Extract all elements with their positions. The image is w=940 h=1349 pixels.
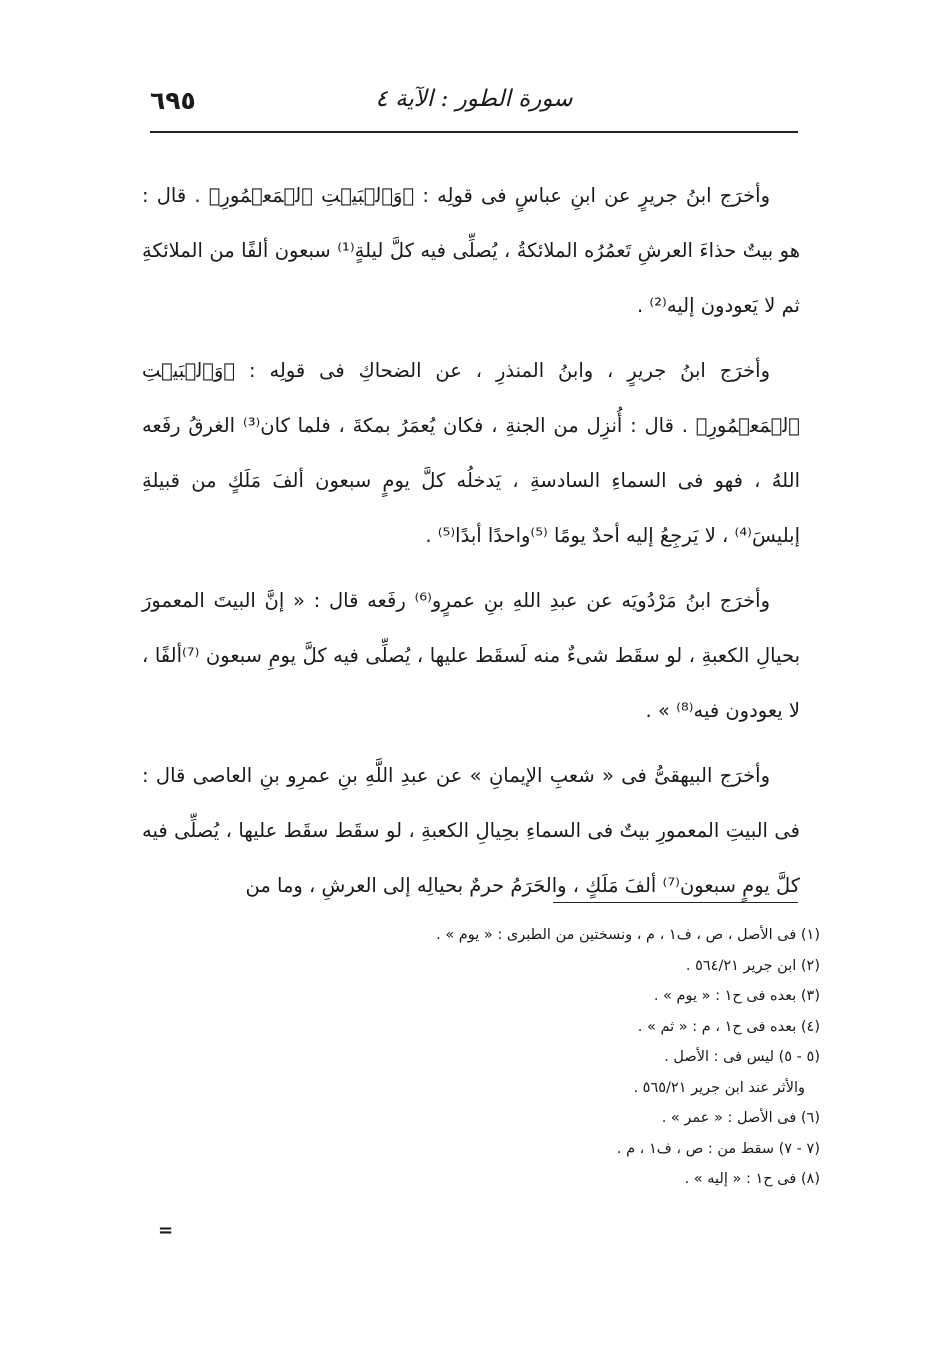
footnote: (٣) بعده فى ح١ : « يوم » . [653, 988, 820, 1004]
footnote: (٢) ابن جرير ٥٦٤/٢١ . [685, 957, 820, 974]
footnote: (١) فى الأصل ، ص ، ف١ ، م ، ونسختين من الطبرى : « يوم » . [436, 927, 820, 943]
footnote-continuation: والأثر عند ابن جرير ٥٦٥/٢١ . [633, 1079, 805, 1096]
footnote: (٨) فى ح١ : « إليه » . [684, 1171, 820, 1187]
running-title: سورة الطور : الآية ٤ [375, 86, 573, 112]
page-number: ٦٩٥ [150, 86, 196, 115]
footnote: (٤) بعده فى ح١ ، م : « ثم » . [637, 1018, 820, 1035]
main-text [142, 168, 800, 923]
footnotes [340, 920, 820, 1195]
footnote: (٦) فى الأصل : « عمر » . [661, 1110, 820, 1126]
paragraph: وأخرَج البيهقىُّ فى « شعبِ الإيمانِ » عن عبدِ اللَّهِ بنِ عمرِو بنِ العاصى قال : فى البيتِ المعمورِ بيتٌ فى السماءِ بحِيالِ الكعبةِ ، لو سقَط سقَط عليها ، يُصلِّى فيه كلَّ يومٍ سبعون⁽⁷⁾ ألفَ مَلَكٍ ، والحَرَمُ حرمٌ بحيالِه إلى العرشِ ، وما من [142, 764, 800, 897]
paragraph: وأخرَج ابنُ مَرْدُويَه عن عبدِ اللهِ بنِ عمرٍو⁽⁶⁾ رفَعه قال : « إنَّ البيتَ المعمورَ بحيالِ الكعبةِ ، لو سقَط شىءٌ منه لَسقَط عليها ، يُصلِّى فيه كلَّ يومِ سبعون ⁽⁷⁾ألفًا ، لا يعودون فيه⁽⁸⁾ » . [142, 589, 800, 722]
footnote-separator [553, 902, 798, 903]
page-header [150, 82, 798, 132]
paragraph: وأخرَج ابنُ جريرٍ عن ابنِ عباسٍ فى قولِه : ﴿وَٱلۡبَيۡتِ ٱلۡمَعۡمُورِ﴾ . قال : هو بيتٌ حذاءَ العرشِ تَعمُرُه الملائكةُ ، يُصلِّى فيه كلَّ ليلةٍ⁽¹⁾ سبعون ألفًا من الملائكةِ ثم لا يَعودون إليه⁽²⁾ . [142, 184, 800, 317]
header-rule [150, 131, 798, 133]
footnote: (٥ - ٥) ليس فى : الأصل . [664, 1049, 820, 1065]
paragraph: وأخرَج ابنُ جريرٍ ، وابنُ المنذرِ ، عن الضحاكِ فى قولِه : ﴿وَٱلۡبَيۡتِ ٱلۡمَعۡمُورِ﴾ . قال : أُنزِل من الجنةِ ، فكان يُعمَرُ بمكةَ ، فلما كان⁽³⁾ الغرقُ رفَعه اللهُ ، فهو فى السماءِ السادسةِ ، يَدخلُه كلَّ يومٍ سبعون ألفَ مَلَكٍ من قبيلةِ إبليسَ⁽⁴⁾ ، لا يَرجِعُ إليه أحدٌ يومًا ⁽⁵⁾واحدًا أبدًا⁽⁵⁾ . [142, 359, 800, 547]
footnote: (٧ - ٧) سقط من : ص ، ف١ ، م . [616, 1140, 820, 1157]
signature-mark: = [158, 1220, 174, 1241]
